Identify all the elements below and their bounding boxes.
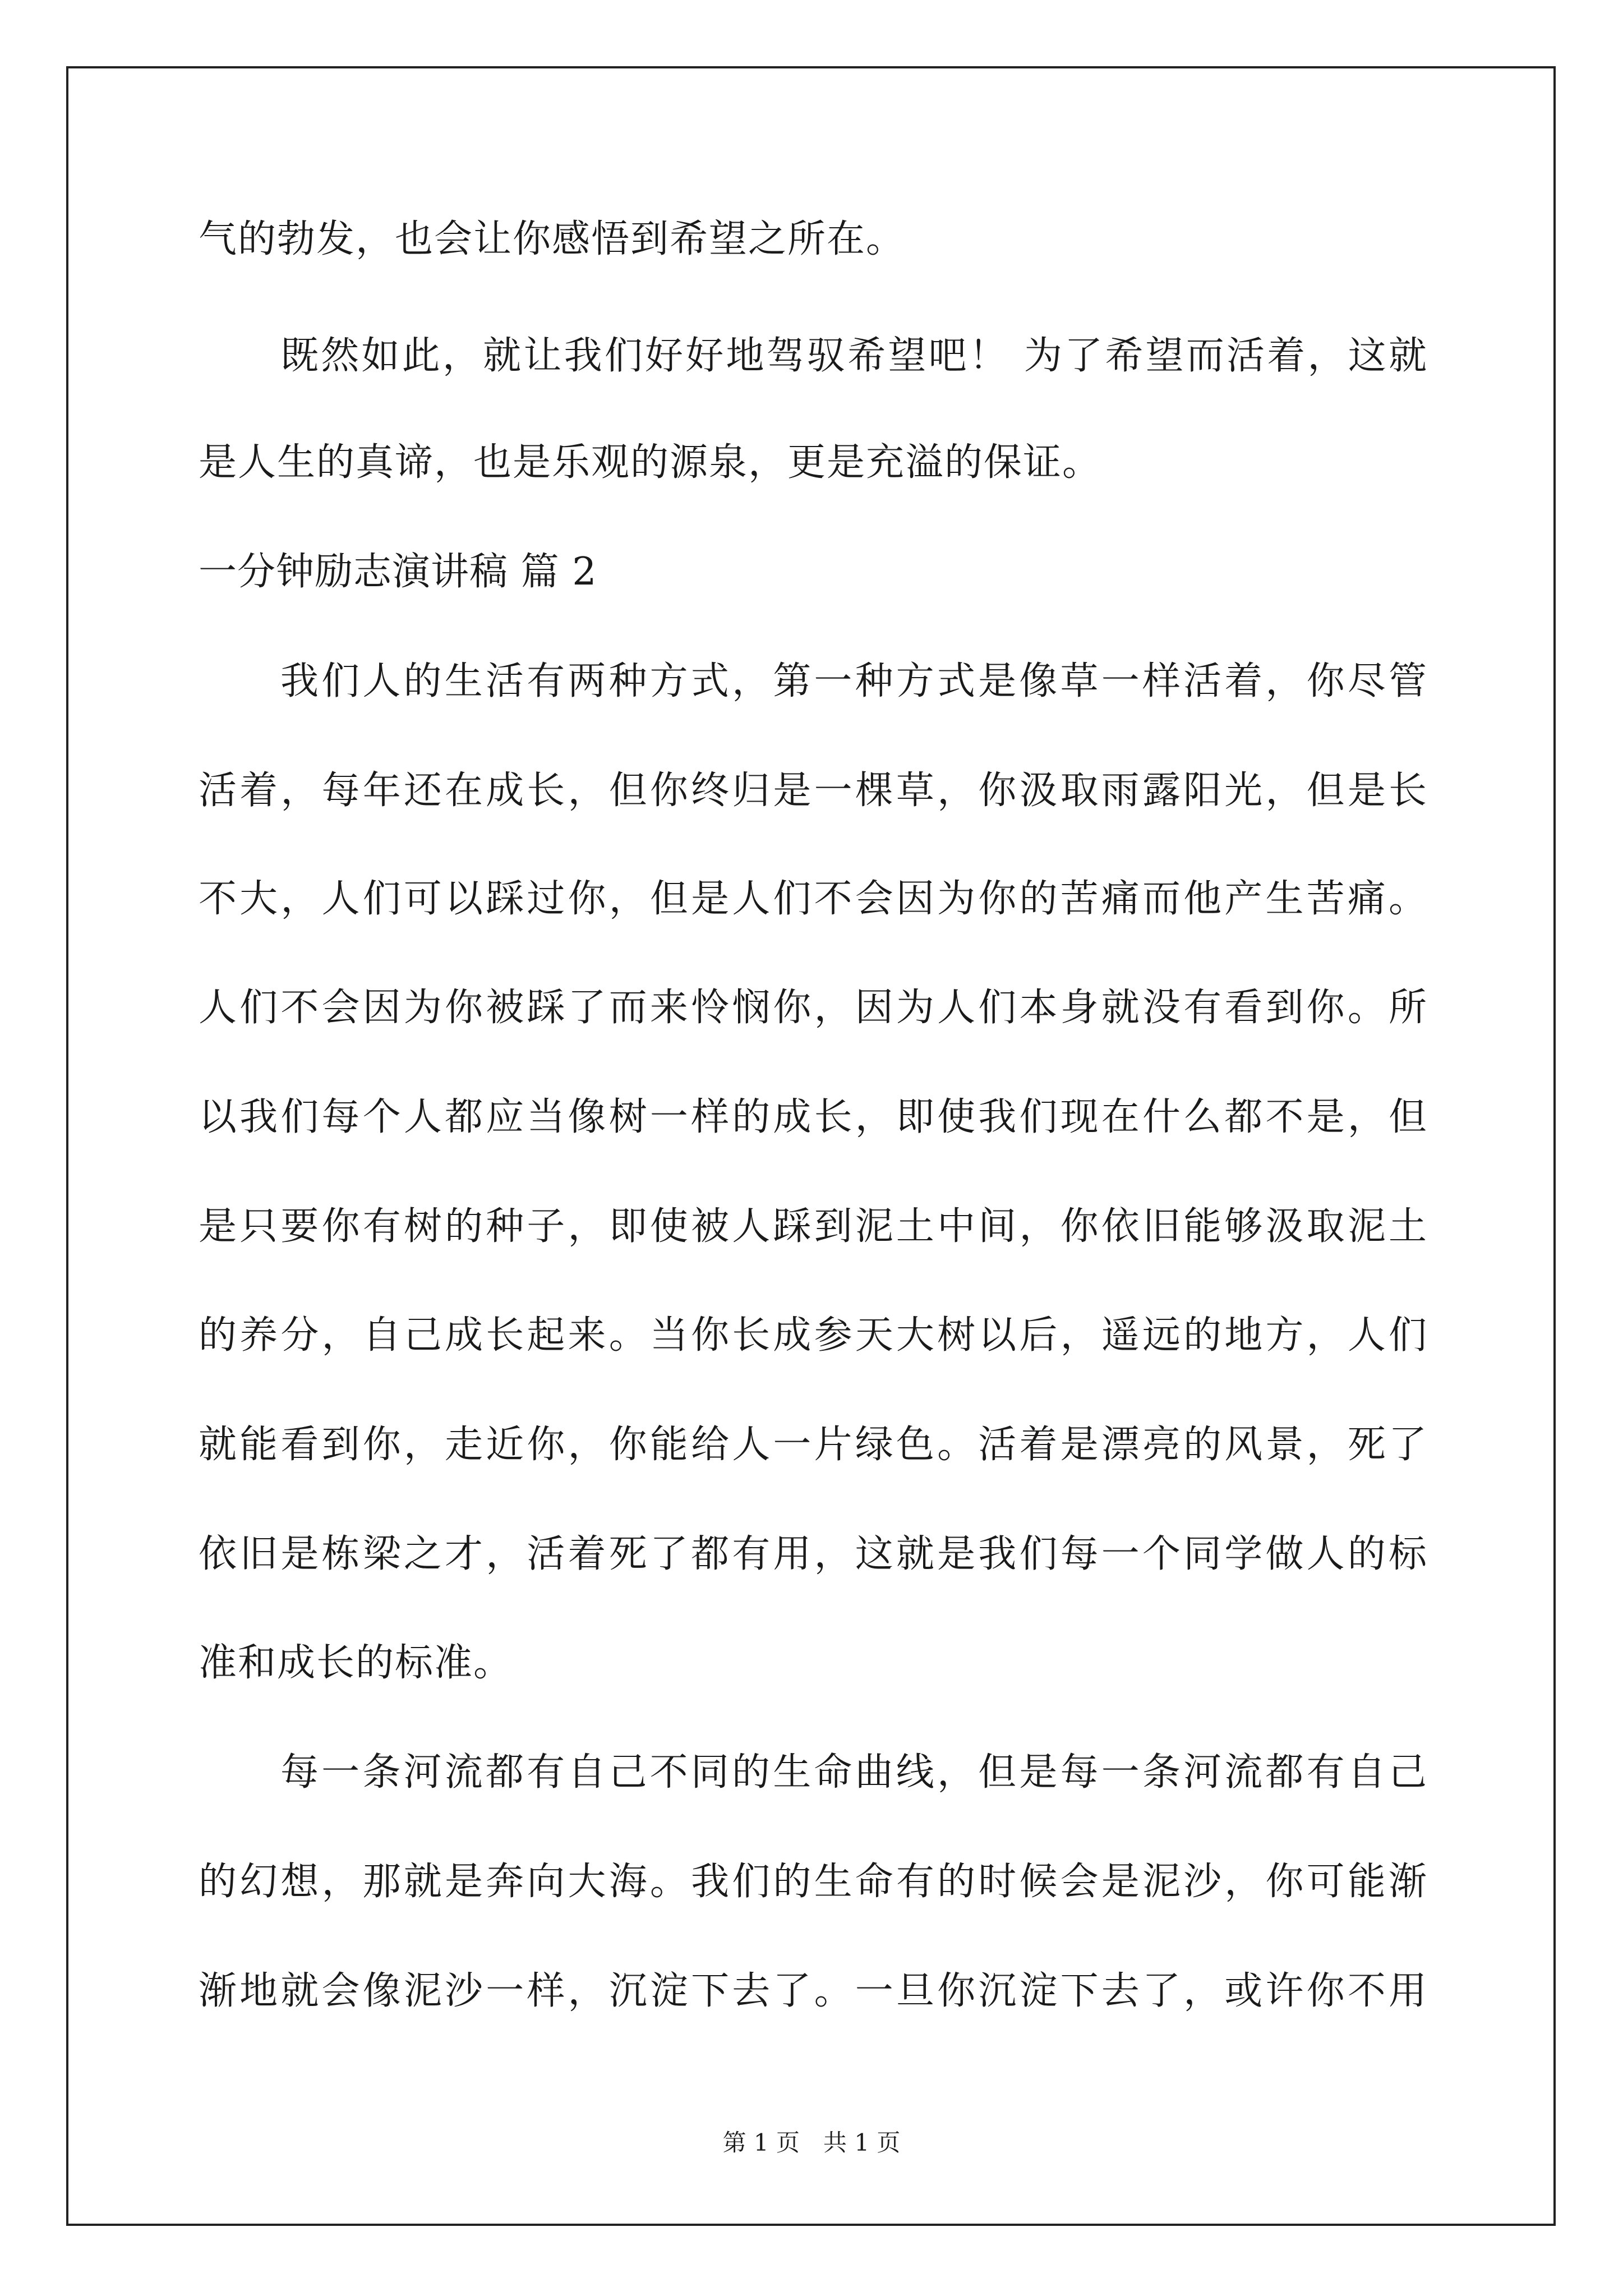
paragraph-line: 准和成长的标准。 [199,1641,513,1685]
paragraph-line: 既然如此，就让我们好好地驾驭希望吧！ 为了希望而活着，这就 [280,334,1428,378]
paragraph-line: 的养分，自己成长起来。当你长成参天大树以后，遥远的地方，人们 [199,1313,1428,1358]
paragraph-line: 就能看到你，走近你，你能给人一片绿色。活着是漂亮的风景，死了 [199,1423,1428,1467]
paragraph-line: 人们不会因为你被踩了而来怜悯你，因为人们本身就没有看到你。所 [199,986,1428,1030]
section-heading: 一分钟励志演讲稿 篇 2 [199,550,597,594]
paragraph-line: 渐地就会像泥沙一样，沉淀下去了。一旦你沉淀下去了，或许你不用 [199,1969,1428,2013]
page-number-footer: 第 1 页 共 1 页 [722,2129,901,2156]
paragraph-line: 我们人的生活有两种方式，第一种方式是像草一样活着，你尽管 [280,659,1428,703]
paragraph-line: 以我们每个人都应当像树一样的成长，即使我们现在什么都不是，但 [199,1095,1428,1139]
paragraph-line: 是只要你有树的种子，即使被人踩到泥土中间，你依旧能够汲取泥土 [199,1204,1428,1249]
paragraph-line: 的幻想，那就是奔向大海。我们的生命有的时候会是泥沙，你可能渐 [199,1860,1428,1904]
paragraph-line: 依旧是栋梁之才，活着死了都有用，这就是我们每一个同学做人的标 [199,1532,1428,1576]
paragraph-line: 气的勃发，也会让你感悟到希望之所在。 [199,217,906,261]
paragraph-line: 是人生的真谛，也是乐观的源泉，更是充溢的保证。 [199,440,1102,485]
paragraph-line: 每一条河流都有自己不同的生命曲线，但是每一条河流都有自己 [280,1750,1428,1795]
paragraph-line: 不大，人们可以踩过你，但是人们不会因为你的苦痛而他产生苦痛。 [199,877,1428,921]
paragraph-line: 活着，每年还在成长，但你终归是一棵草，你汲取雨露阳光，但是长 [199,769,1428,813]
